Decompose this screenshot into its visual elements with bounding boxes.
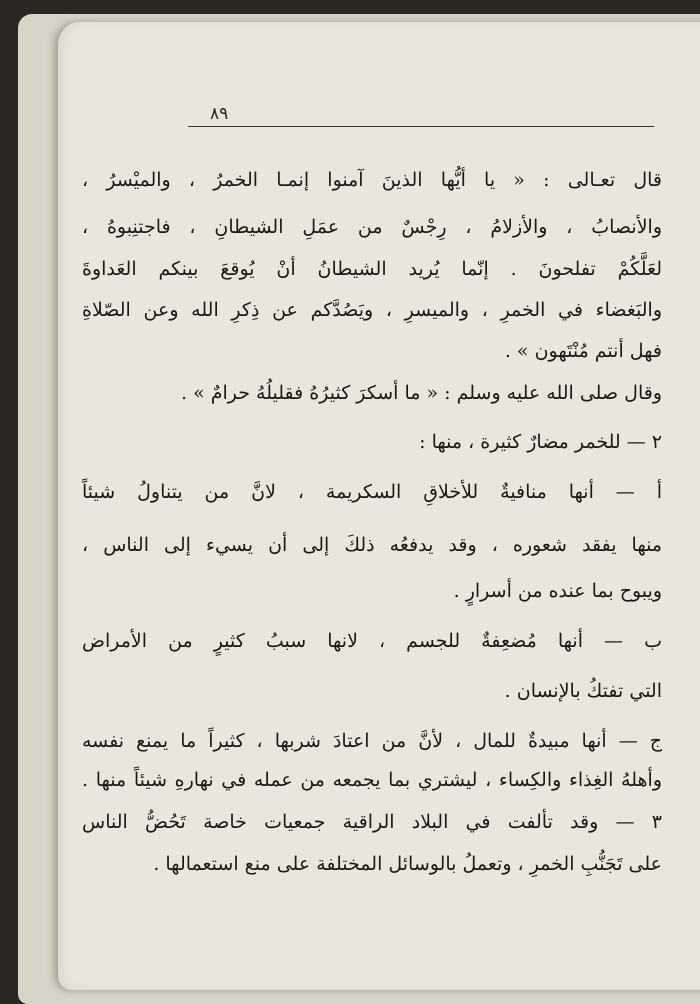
text-line-7: ٢ — للخمر مضارٌ كثيرة ، منها : <box>419 431 662 453</box>
text-line-16: على تَجَنُّبِ الخمرِ ، وتعملُ بالوسائل المختلفة على منع استعمالها . <box>153 853 662 875</box>
text-line-10: ويبوح بما عنده من أسرارٍ . <box>453 580 662 602</box>
text-line-4: والبَغضاء في الخمرِ ، والميسرِ ، ويَصُدَّكم عن ذِكرِ الله وعن الصّلاةِ <box>82 299 662 321</box>
text-line-1: قال تعـالى : « يا أيُّها الذينَ آمنوا إنمـا الخمرُ ، والميْسرُ ، <box>82 169 662 191</box>
page-number: ٨٩ <box>210 104 229 124</box>
text-line-9: منها يفقد شعوره ، وقد يدفعُه ذلكَ إلى أن يسيء إلى الناس ، <box>82 534 662 556</box>
text-line-13: ج — أنها مبيدةٌ للمال ، لأنَّ من اعتادَ شربها ، كثيراً ما يمنع نفسه <box>82 730 662 752</box>
text-line-14: وأهلهُ الغِذاء والكِساء ، ليشتري بما يجمعه من عمله في نهارهِ شيئاً منها . <box>82 769 662 791</box>
text-line-5: فهل أنتم مُنْتَهون » . <box>504 340 662 362</box>
page-header <box>188 104 654 128</box>
text-line-2: والأنصابُ ، والأزلامُ ، رِجْسٌ من عمَلِ الشيطانِ ، فاجتنِبوهُ ، <box>82 216 662 238</box>
header-rule <box>188 126 654 127</box>
text-line-6: وقال صلى الله عليه وسلم : « ما أسكرَ كثيرُهُ فقليلُهُ حرامٌ » . <box>181 382 662 404</box>
text-line-3: لعَلَّكُمْ تفلحونَ . إنّما يُريد الشيطانُ أنْ يُوقعَ بينكم العَداوةَ <box>82 258 662 280</box>
text-line-12: التي تفتكُ بالإنسان . <box>504 680 662 702</box>
text-line-15: ٣ — وقد تألفت في البلاد الراقية جمعيات خاصة تَحُضُّ الناس <box>82 811 662 833</box>
text-line-11: ب — أنها مُضعِفةٌ للجسم ، لانها سببُ كثيرٍ من الأمراض <box>82 630 662 652</box>
text-line-8: أ — أنها منافيةٌ للأخلاقِ السكريمة ، لانَّ من يتناولُ شيئاً <box>82 481 662 503</box>
